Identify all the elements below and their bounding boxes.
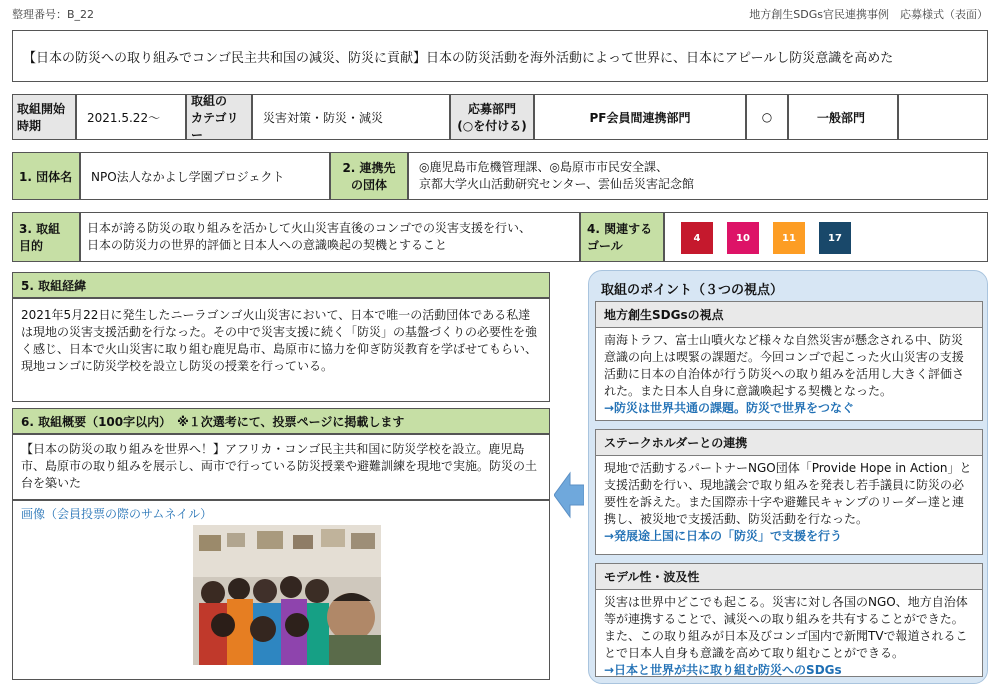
sdg-goal-11-number: 11 — [782, 232, 796, 244]
dept-label: 応募部門 (○を付ける) — [450, 94, 534, 140]
general-dept-mark — [898, 94, 988, 140]
sdg-goal-11 — [773, 222, 805, 254]
goals-cell — [664, 212, 988, 262]
history-text: 2021年5月22日に発生したニーラゴンゴ火山災害において、日本で唯一の活動団体である私達は現地の災害支援活動を行なった。その中で災害支援に続く「防災」の基盤づくりの必要性を強く感じ、日本で火山災害に取り組む鹿児島市、島原市に協力を仰ぎ防災教育を学ばせてもらい、現地コンゴに防災学校を設立し防災の授業を行っている。 — [12, 298, 550, 402]
start-label: 取組開始 時期 — [12, 94, 76, 140]
sdg-goal-10-number: 10 — [736, 232, 750, 244]
page-title: 【日本の防災への取り組みでコンゴ民主共和国の減災、防災に貢献】日本の防災活動を海外活動によって世界に、日本にアピールし防災意識を高めた — [12, 30, 988, 82]
start-value: 2021.5.22〜 — [76, 94, 186, 140]
overview-label: 6. 取組概要（100字以内） ※１次選考にて、投票ページに掲載します — [12, 408, 550, 434]
point-heading-stakeholders: ステークホルダーとの連携 — [596, 430, 982, 456]
point-text-local-sdgs: 南海トラフ、富士山噴火など様々な自然災害が懸念される中、防災意識の向上は喫緊の課題だ。今回コンゴで起こった火山災害の支援活動に日本の自治体が行う防災への取り組みを活用し大きく評価された。また日本人自身に意識喚起する契機となった。 — [604, 333, 965, 398]
pf-dept-mark: ○ — [746, 94, 788, 140]
goals-label: 4. 関連する ゴール — [580, 212, 664, 262]
point-section-model — [595, 563, 983, 677]
point-section-local-sdgs — [595, 301, 983, 421]
purpose-value: 日本が誇る防災の取り組みを活かして火山災害直後のコンゴでの災害支援を行い、 日本の防災力の世界的評価と日本人への意識喚起の契機とすること — [80, 212, 580, 262]
thumbnail-box — [12, 500, 550, 680]
sdg-goal-17 — [819, 222, 851, 254]
history-label: 5. 取組経緯 — [12, 272, 550, 298]
sdg-goal-17-number: 17 — [828, 232, 842, 244]
point-highlight-stakeholders: →発展途上国に日本の「防災」で支援を行う — [604, 529, 843, 543]
thumbnail-photo — [193, 525, 381, 665]
partners-value: ◎鹿児島市危機管理課、◎島原市市民安全課、 京都大学火山活動研究センター、雲仙岳災害記念館 — [408, 152, 988, 200]
purpose-label: 3. 取組 目的 — [12, 212, 80, 262]
sdg-goal-4 — [681, 222, 713, 254]
sdg-goal-4-number: 4 — [693, 232, 701, 244]
photo-group-image — [193, 525, 381, 665]
point-heading-model: モデル性・波及性 — [596, 564, 982, 590]
general-dept-label: 一般部門 — [788, 94, 898, 140]
sdg-goal-10 — [727, 222, 759, 254]
arrow-left-icon — [554, 470, 584, 520]
partners-label: 2. 連携先 の団体 — [330, 152, 408, 200]
category-value: 災害対策・防災・減災 — [252, 94, 450, 140]
points-panel — [588, 270, 988, 684]
point-heading-local-sdgs: 地方創生SDGsの視点 — [596, 302, 982, 328]
point-highlight-model: →日本と世界が共に取り組む防災へのSDGs — [604, 663, 842, 677]
thumbnail-caption: 画像（会員投票の際のサムネイル） — [21, 507, 213, 521]
overview-text: 【日本の防災の取り組みを世界へ！】アフリカ・コンゴ民主共和国に防災学校を設立。鹿児島市、島原市の取り組みを展示し、両市で行っている防災授業や避難訓練を現地で実施。防災の土台を築いた — [12, 434, 550, 500]
category-label: 取組の カテゴリー — [186, 94, 252, 140]
document-type: 地方創生SDGs官民連携事例 応募様式（表面） — [749, 8, 988, 21]
points-title: 取組のポイント（３つの視点） — [601, 283, 784, 298]
point-section-stakeholders — [595, 429, 983, 555]
point-text-model: 災害は世界中どこでも起こる。災害に対し各国のNGO、地方自治体等が連携することで、減災への取り組みを共有することができた。また、この取り組みが日本及びコンゴ国内で新聞TVで報道されることで日本人自身も意識を高めて取り組むことができる。 — [604, 595, 968, 660]
pf-dept-label: PF会員間連携部門 — [534, 94, 746, 140]
reference-number: 整理番号：B_22 — [12, 8, 95, 21]
org-name: NPO法人なかよし学園プロジェクト — [80, 152, 330, 200]
point-highlight-local-sdgs: →防災は世界共通の課題。防災で世界をつなぐ — [604, 401, 855, 415]
point-text-stakeholders: 現地で活動するパートナーNGO団体「Provide Hope in Action」と支援活動を行い、現地議会で取り組みを発表し若手議員に防災の必要性を訴えた。また国際赤十字や避難民キャンプのリーダー達と連携し、被災地で支援活動、防災活動を行なった。 — [604, 461, 972, 526]
org-label: 1. 団体名 — [12, 152, 80, 200]
